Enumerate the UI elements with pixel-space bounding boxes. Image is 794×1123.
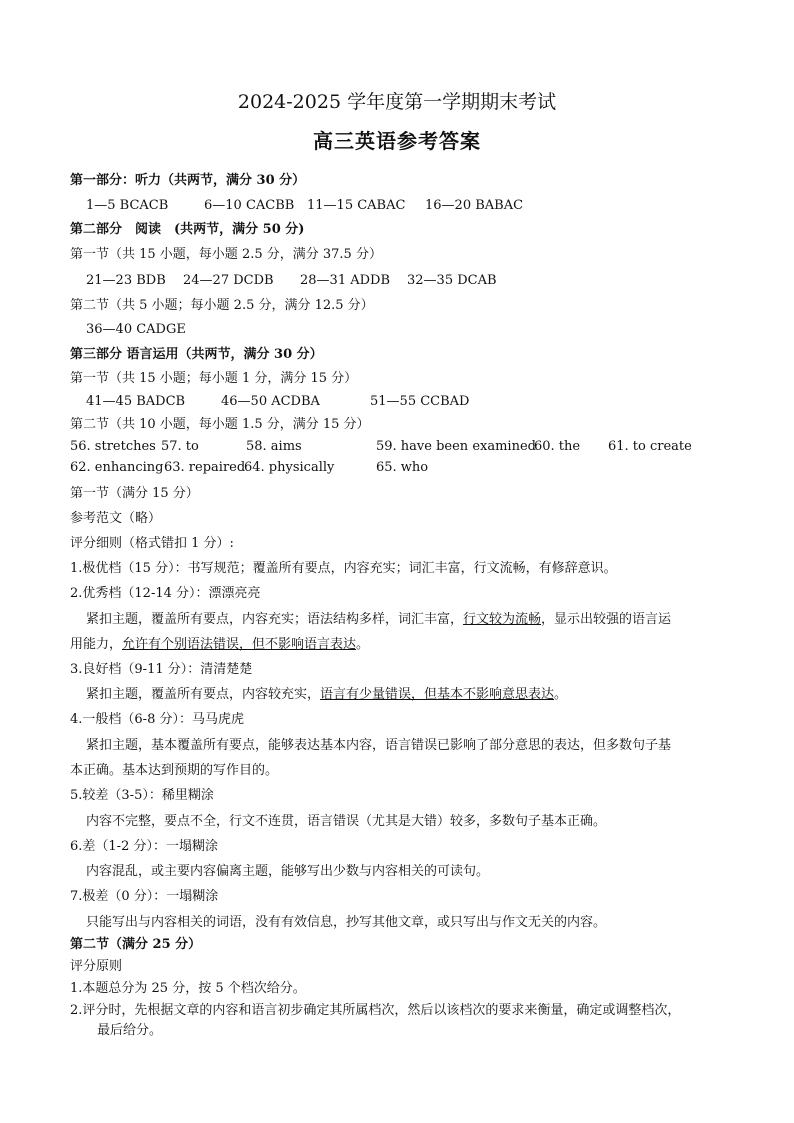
exam-title: 2024-2025 学年度第一学期期末考试 xyxy=(237,91,557,113)
part1-answers xyxy=(86,197,726,215)
answer-group: 11—15 CABAC xyxy=(307,198,406,213)
answer-group: 51—55 CCBAD xyxy=(370,394,470,409)
part2-heading: 第二部分 阅读 (共两节，满分 50 分) xyxy=(70,222,305,237)
grade-2-underlined: 行文较为流畅 xyxy=(463,612,542,627)
answer-group: 21—23 BDB xyxy=(86,273,166,288)
answer-item: 59. have been examined xyxy=(376,439,536,454)
answer-item: 65. who xyxy=(376,460,429,475)
answer-group: 1—5 BCACB xyxy=(86,198,169,213)
grade-4-desc-line1: 紧扣主题，基本覆盖所有要点，能够表达基本内容，语言错误已影响了部分意思的表达，但多数句子基 xyxy=(86,738,672,753)
part2-sec2-answers: 36—40 CADGE xyxy=(86,322,186,337)
grade-2-desc-line1 xyxy=(86,611,671,629)
grade-1: 1.极优档（15 分）：书写规范；覆盖所有要点，内容充实；词汇丰富，行文流畅，有修辞意识。 xyxy=(70,561,617,576)
grade-2-underlined: 允许有个别语法错误，但不影响语言表达 xyxy=(122,637,357,652)
grade-7-title: 7.极差（0 分）：一塌糊涂 xyxy=(70,889,219,904)
scoring-principles-heading: 评分原则 xyxy=(70,959,123,974)
part2-sec2-heading: 第二节（共 5 小题；每小题 2.5 分，满分 12.5 分） xyxy=(70,298,374,313)
grade-7-desc: 只能写出与内容相关的词语，没有有效信息，抄写其他文章，或只写出与作文无关的内容。 xyxy=(86,915,607,930)
grade-3-underlined: 语言有少量错误，但基本不影响意思表达 xyxy=(320,687,555,702)
part3-sec1-answers xyxy=(86,393,726,411)
part3-sec1-heading: 第一节（共 15 小题；每小题 1 分，满分 15 分） xyxy=(70,371,358,386)
part3-sec2-heading: 第二节（共 10 小题，每小题 1.5 分，满分 15 分） xyxy=(70,417,370,432)
answer-group: 24—27 DCDB xyxy=(183,273,274,288)
answer-group: 46—50 ACDBA xyxy=(221,394,320,409)
sample-essay-note: 参考范文（略） xyxy=(70,511,162,526)
grade-2-text: 用能力， xyxy=(70,637,123,652)
grade-3-title: 3.良好档（9-11 分）：清清楚楚 xyxy=(70,662,253,677)
document-subtitle: 高三英语参考答案 xyxy=(313,129,481,153)
grade-4-desc-line2: 本正确。基本达到预期的写作目的。 xyxy=(70,763,279,778)
answer-item: 64. physically xyxy=(244,460,335,475)
answer-group: 32—35 DCAB xyxy=(407,273,497,288)
answer-item: 57. to xyxy=(161,439,199,454)
part2-sec1-answers xyxy=(86,272,726,290)
principle-2-line1: 2.评分时，先根据文章的内容和语言初步确定其所属档次，然后以该档次的要求来衡量，确定或调整档次， xyxy=(70,1003,681,1018)
answer-item: 60. the xyxy=(534,439,581,454)
answer-item: 61. to create xyxy=(608,439,692,454)
answer-item: 63. repaired xyxy=(164,460,246,475)
answer-item: 62. enhancing xyxy=(70,460,164,475)
principle-2-line2: 最后给分。 xyxy=(97,1023,163,1038)
grade-2-text: 紧扣主题，覆盖所有要点，内容充实；语法结构多样，词汇丰富， xyxy=(86,612,464,627)
answer-item: 56. stretches xyxy=(70,439,156,454)
answer-group: 28—31 ADDB xyxy=(300,273,391,288)
part1-heading: 第一部分：听力（共两节，满分 30 分） xyxy=(70,173,306,188)
writing-sec1-label: 第一节（满分 15 分） xyxy=(70,486,199,501)
grade-4-title: 4.一般档（6-8 分）：马马虎虎 xyxy=(70,712,244,727)
part3-sec2-row1 xyxy=(70,438,730,456)
scoring-rules-heading: 评分细则（格式错扣 1 分）: xyxy=(70,536,234,551)
grade-6-title: 6.差（1-2 分）：一塌糊涂 xyxy=(70,839,218,854)
grade-3-text: 。 xyxy=(554,687,568,702)
grade-5-desc: 内容不完整，要点不全，行文不连贯，语言错误（尤其是大错）较多，多数句子基本正确。 xyxy=(86,814,607,829)
grade-6-desc: 内容混乱，或主要内容偏离主题，能够写出少数与内容相关的可读句。 xyxy=(86,864,490,879)
grade-2-text: ，显示出较强的语言运 xyxy=(541,612,672,627)
principle-1: 1.本题总分为 25 分，按 5 个档次给分。 xyxy=(70,981,306,996)
grade-2-text: 。 xyxy=(356,637,370,652)
answer-group: 16—20 BABAC xyxy=(425,198,524,213)
answer-group: 6—10 CACBB xyxy=(204,198,295,213)
grade-2-desc-line2 xyxy=(70,636,369,654)
writing-sec1-heading xyxy=(70,485,199,503)
writing-sec2-heading: 第二节（满分 25 分） xyxy=(70,937,202,952)
grade-3-text: 紧扣主题，覆盖所有要点，内容较充实， xyxy=(86,687,321,702)
part3-sec2-row2 xyxy=(70,459,730,477)
grade-5-title: 5.较差（3-5）：稀里糊涂 xyxy=(70,788,214,803)
answer-item: 58. aims xyxy=(246,439,302,454)
part3-heading: 第三部分 语言运用（共两节，满分 30 分） xyxy=(70,347,323,362)
grade-2-title: 2.优秀档（12-14 分）：漂漂亮亮 xyxy=(70,586,261,601)
part2-sec1-heading: 第一节（共 15 小题，每小题 2.5 分，满分 37.5 分） xyxy=(70,247,382,262)
answer-group: 41—45 BADCB xyxy=(86,394,186,409)
grade-3-desc xyxy=(86,686,567,704)
